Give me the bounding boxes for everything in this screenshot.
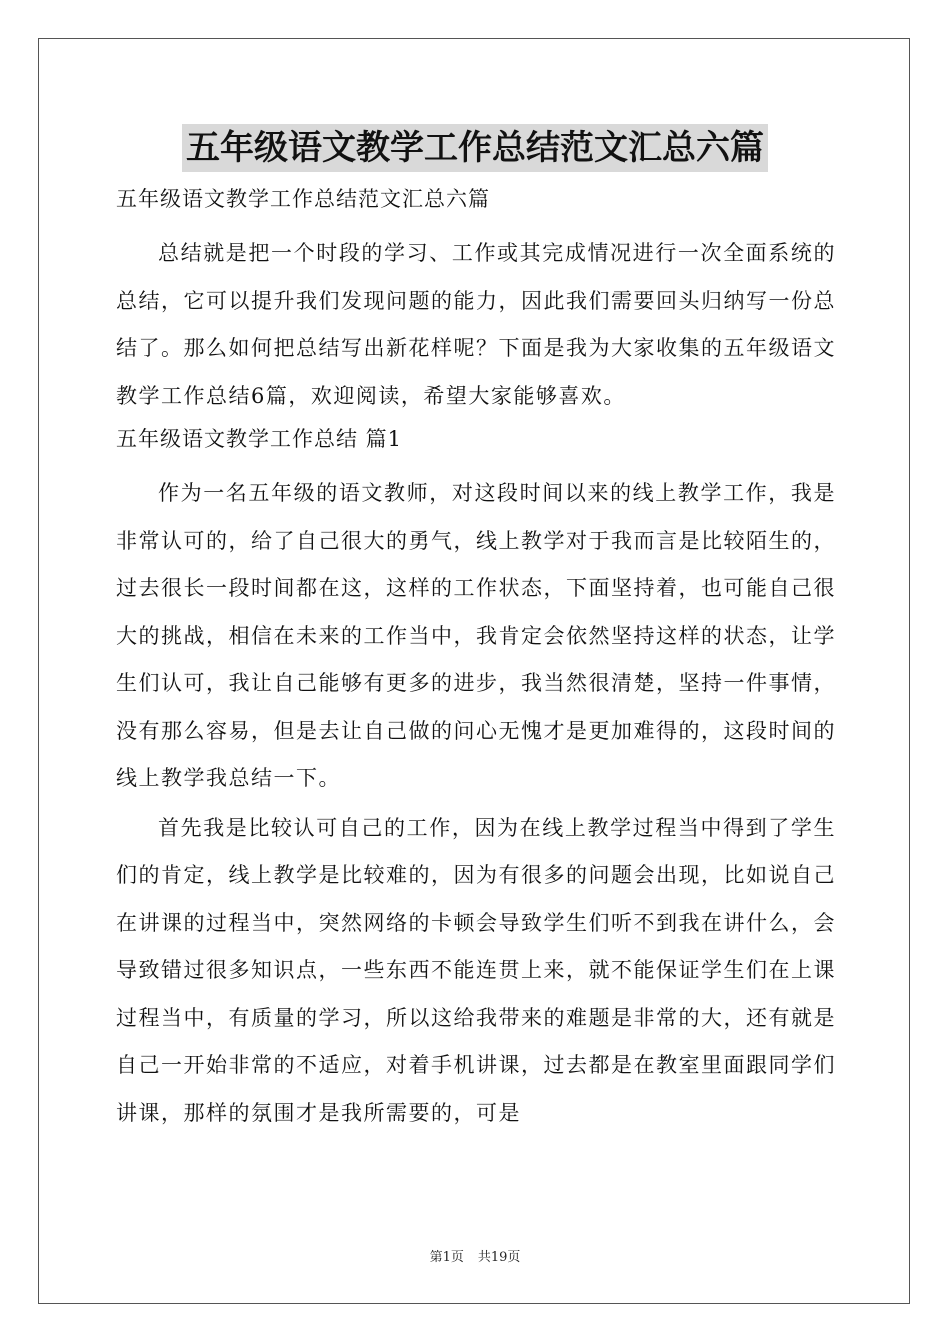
document-body xyxy=(116,182,836,1139)
document-title xyxy=(0,124,950,172)
document-subtitle: 五年级语文教学工作总结范文汇总六篇 xyxy=(116,187,490,211)
intro-paragraph: 总结就是把一个时段的学习、工作或其完成情况进行一次全面系统的总结，它可以提升我们发现问题的能力，因此我们需要回头归纳写一份总结了。那么如何把总结写出新花样呢？下面是我为大家收集的五年级语文教学工作总结6篇，欢迎阅读，希望大家能够喜欢。 xyxy=(116,241,836,408)
document-title-text: 五年级语文教学工作总结范文汇总六篇 xyxy=(182,124,768,172)
body-paragraph-1: 作为一名五年级的语文教师，对这段时间以来的线上教学工作，我是非常认可的，给了自己很大的勇气，线上教学对于我而言是比较陌生的，过去很长一段时间都在这，这样的工作状态，下面坚持着，也可能自己很大的挑战，相信在未来的工作当中，我肯定会依然坚持这样的状态，让学生们认可，我让自己能够有更多的进步，我当然很清楚，坚持一件事情，没有那么容易，但是去让自己做的问心无愧才是更加难得的，这段时间的线上教学我总结一下。 xyxy=(116,481,836,790)
page-total: 共19页 xyxy=(477,1250,521,1265)
page-number: 第1页 xyxy=(429,1250,464,1265)
body-paragraph-2: 首先我是比较认可自己的工作，因为在线上教学过程当中得到了学生们的肯定，线上教学是比较难的，因为有很多的问题会出现，比如说自己在讲课的过程当中，突然网络的卡顿会导致学生们听不到我在讲什么，会导致错过很多知识点，一些东西不能连贯上来，就不能保证学生们在上课过程当中，有质量的学习，所以这给我带来的难题是非常的大，还有就是自己一开始非常的不适应，对着手机讲课，过去都是在教室里面跟同学们讲课，那样的氛围才是我所需要的，可是 xyxy=(116,815,836,1125)
section-heading: 五年级语文教学工作总结 篇1 xyxy=(116,427,403,451)
page-footer xyxy=(0,1246,950,1265)
